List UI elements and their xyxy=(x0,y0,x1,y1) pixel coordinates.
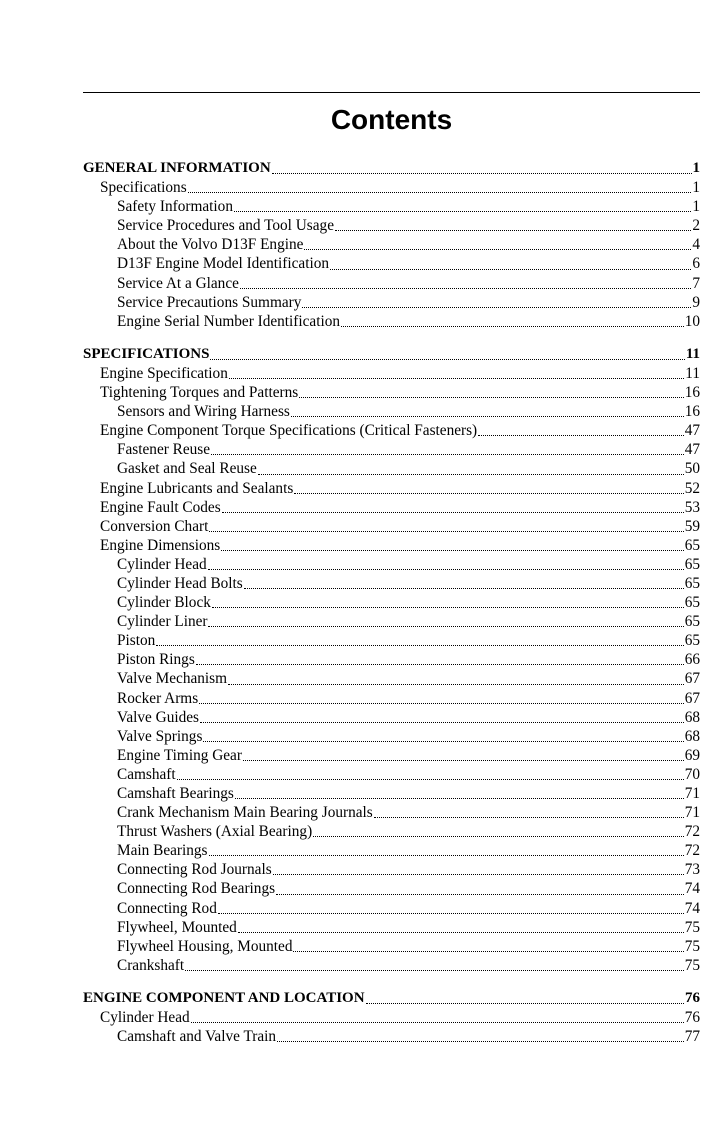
toc-entry-label: Specifications xyxy=(100,179,187,197)
toc-subsection-entry[interactable] xyxy=(83,860,700,879)
toc-entry-label: Crankshaft xyxy=(117,956,185,974)
toc-entry-page-number: 59 xyxy=(684,517,700,535)
toc-subsection-entry[interactable] xyxy=(83,612,700,631)
toc-entry-page-number: 67 xyxy=(684,689,700,707)
dot-leader xyxy=(330,269,691,270)
dot-leader xyxy=(374,817,684,818)
toc-entry-label: Connecting Rod xyxy=(117,899,217,917)
dot-leader xyxy=(273,874,684,875)
dot-leader xyxy=(199,703,684,704)
toc-entry-label: Cylinder Liner xyxy=(117,613,208,631)
toc-entry-label: Engine Fault Codes xyxy=(100,498,221,516)
toc-entry-page-number: 11 xyxy=(685,345,700,362)
dot-leader xyxy=(299,397,683,398)
dot-leader xyxy=(366,1003,684,1004)
toc-entry-label: Camshaft xyxy=(117,765,176,783)
toc-subsection-entry[interactable] xyxy=(83,746,700,765)
toc-chapter-entry[interactable] xyxy=(83,989,700,1008)
toc-entry-label: Engine Specification xyxy=(100,364,228,382)
toc-entry-page-number: 10 xyxy=(684,312,700,330)
dot-leader xyxy=(294,493,683,494)
toc-entry-label: Rocker Arms xyxy=(117,689,199,707)
toc-entry-page-number: 75 xyxy=(684,937,700,955)
dot-leader xyxy=(218,913,684,914)
dot-leader xyxy=(191,1022,684,1023)
toc-entry-label: Connecting Rod Journals xyxy=(117,861,272,879)
dot-leader xyxy=(196,664,684,665)
toc-subsection-entry[interactable] xyxy=(83,274,700,293)
toc-entry-page-number: 65 xyxy=(684,632,700,650)
toc-entry-page-number: 76 xyxy=(685,989,700,1006)
toc-subsection-entry[interactable] xyxy=(83,254,700,273)
toc-entry-label: SPECIFICATIONS xyxy=(83,345,210,362)
dot-leader xyxy=(209,531,683,532)
toc-subsection-entry[interactable] xyxy=(83,669,700,688)
dot-leader xyxy=(276,894,684,895)
toc-entry-label: Sensors and Wiring Harness xyxy=(117,403,290,421)
toc-entry-label: About the Volvo D13F Engine xyxy=(117,236,304,254)
toc-entry-label: Valve Mechanism xyxy=(117,670,228,688)
toc-entry-page-number: 16 xyxy=(684,384,700,402)
toc-entry-page-number: 71 xyxy=(684,804,700,822)
toc-entry-page-number: 70 xyxy=(684,765,700,783)
toc-entry-page-number: 72 xyxy=(684,842,700,860)
dot-leader xyxy=(313,836,684,837)
toc-entry-page-number: 47 xyxy=(684,422,700,440)
toc-entry-page-number: 74 xyxy=(684,899,700,917)
toc-entry-label: Connecting Rod Bearings xyxy=(117,880,276,898)
toc-section-entry[interactable] xyxy=(83,364,700,383)
toc-entry-page-number: 1 xyxy=(692,179,700,197)
dot-leader xyxy=(203,741,683,742)
toc-subsection-entry[interactable] xyxy=(83,293,700,312)
toc-subsection-entry[interactable] xyxy=(83,402,700,421)
toc-entry-page-number: 71 xyxy=(684,785,700,802)
dot-leader xyxy=(341,326,684,327)
toc-entry-label: Crank Mechanism Main Bearing Journals xyxy=(117,804,373,822)
dot-leader xyxy=(177,779,684,780)
toc-entry-label: Service Procedures and Tool Usage xyxy=(117,217,334,235)
dot-leader xyxy=(188,192,692,193)
toc-entry-label: D13F Engine Model Identification xyxy=(117,255,329,273)
dot-leader xyxy=(243,760,684,761)
dot-leader xyxy=(156,645,683,646)
dot-leader xyxy=(229,378,684,379)
toc-subsection-entry[interactable] xyxy=(83,956,700,975)
toc-subsection-entry[interactable] xyxy=(83,459,700,478)
toc-entry-label: Service Precautions Summary xyxy=(117,293,302,311)
toc-entry-label: Piston xyxy=(117,632,156,650)
toc-entry-page-number: 65 xyxy=(684,555,700,573)
toc-entry-page-number: 77 xyxy=(684,1028,700,1046)
dot-leader xyxy=(478,435,684,436)
toc-entry-label: Engine Timing Gear xyxy=(117,746,242,764)
toc-subsection-entry[interactable] xyxy=(83,1027,700,1046)
toc-entry-page-number: 53 xyxy=(684,498,700,516)
toc-entry-page-number: 2 xyxy=(692,217,700,235)
dot-leader xyxy=(234,211,691,212)
toc-subsection-entry[interactable] xyxy=(83,689,700,708)
toc-entry-page-number: 52 xyxy=(684,479,700,497)
toc-subsection-entry[interactable] xyxy=(83,841,700,860)
dot-leader xyxy=(277,1041,684,1042)
toc-entry-page-number: 9 xyxy=(692,293,700,311)
toc-subsection-entry[interactable] xyxy=(83,593,700,612)
toc-entry-label: Service At a Glance xyxy=(117,274,239,292)
toc-section-entry[interactable] xyxy=(83,479,700,498)
toc-entry-page-number: 68 xyxy=(684,708,700,726)
toc-entry-page-number: 47 xyxy=(684,441,700,459)
toc-subsection-entry[interactable] xyxy=(83,899,700,918)
toc-subsection-entry[interactable] xyxy=(83,918,700,937)
dot-leader xyxy=(235,798,684,799)
toc-entry-label: Piston Rings xyxy=(117,651,195,669)
dot-leader xyxy=(185,970,684,971)
dot-leader xyxy=(238,932,684,933)
table-of-contents xyxy=(83,159,700,1060)
dot-leader xyxy=(335,230,691,231)
toc-entry-label: Engine Lubricants and Sealants xyxy=(100,479,294,497)
toc-chapter-entry[interactable] xyxy=(83,159,700,178)
toc-section xyxy=(83,989,700,1046)
toc-subsection-entry[interactable] xyxy=(83,727,700,746)
toc-subsection-entry[interactable] xyxy=(83,708,700,727)
toc-subsection-entry[interactable] xyxy=(83,822,700,841)
toc-entry-label: Cylinder Block xyxy=(117,594,211,612)
dot-leader xyxy=(212,607,684,608)
toc-entry-label: Fastener Reuse xyxy=(117,441,211,459)
toc-entry-page-number: 75 xyxy=(684,956,700,974)
toc-entry-label: Camshaft Bearings xyxy=(117,785,234,802)
toc-entry-label: Cylinder Head xyxy=(117,555,207,573)
dot-leader xyxy=(209,855,684,856)
toc-subsection-entry[interactable] xyxy=(83,784,700,803)
toc-section xyxy=(83,345,700,975)
toc-entry-page-number: 66 xyxy=(684,651,700,669)
toc-section-entry[interactable] xyxy=(83,421,700,440)
dot-leader xyxy=(258,474,684,475)
toc-entry-page-number: 16 xyxy=(684,403,700,421)
toc-entry-label: Thrust Washers (Axial Bearing) xyxy=(117,823,313,841)
toc-subsection-entry[interactable] xyxy=(83,803,700,822)
toc-entry-page-number: 67 xyxy=(684,670,700,688)
toc-section-entry[interactable] xyxy=(83,498,700,517)
toc-entry-label: GENERAL INFORMATION xyxy=(83,160,271,176)
toc-entry-page-number: 69 xyxy=(684,746,700,764)
toc-entry-label: Engine Serial Number Identification xyxy=(117,312,341,330)
toc-entry-page-number: 76 xyxy=(684,1009,700,1027)
toc-entry-page-number: 11 xyxy=(685,364,700,382)
toc-entry-page-number: 72 xyxy=(684,823,700,841)
toc-entry-page-number: 6 xyxy=(692,255,700,273)
toc-entry-page-number: 7 xyxy=(692,274,700,292)
toc-subsection-entry[interactable] xyxy=(83,937,700,956)
toc-entry-label: Gasket and Seal Reuse xyxy=(117,460,257,478)
toc-subsection-entry[interactable] xyxy=(83,440,700,459)
toc-entry-label: Engine Component Torque Specifications (Critical Fasteners) xyxy=(100,422,478,440)
header-rule xyxy=(83,92,700,93)
toc-entry-page-number: 65 xyxy=(684,536,700,554)
dot-leader xyxy=(228,684,684,685)
toc-subsection-entry[interactable] xyxy=(83,235,700,254)
toc-subsection-entry[interactable] xyxy=(83,650,700,669)
toc-section-entry[interactable] xyxy=(83,536,700,555)
toc-entry-page-number: 1 xyxy=(692,198,700,216)
dot-leader xyxy=(221,550,683,551)
toc-entry-page-number: 50 xyxy=(684,460,700,478)
dot-leader xyxy=(293,951,683,952)
toc-entry-label: Tightening Torques and Patterns xyxy=(100,384,299,402)
toc-entry-label: Cylinder Head Bolts xyxy=(117,574,243,592)
toc-entry-label: Flywheel, Mounted xyxy=(117,918,237,936)
toc-entry-page-number: 65 xyxy=(684,594,700,612)
toc-entry-page-number: 65 xyxy=(684,613,700,631)
toc-entry-page-number: 74 xyxy=(684,880,700,898)
toc-subsection-entry[interactable] xyxy=(83,765,700,784)
toc-entry-label: Engine Dimensions xyxy=(100,536,221,554)
toc-subsection-entry[interactable] xyxy=(83,574,700,593)
dot-leader xyxy=(208,626,683,627)
dot-leader xyxy=(304,249,691,250)
toc-entry-page-number: 73 xyxy=(684,861,700,879)
toc-entry-label: Camshaft and Valve Train xyxy=(117,1028,277,1046)
toc-subsection-entry[interactable] xyxy=(83,197,700,216)
toc-subsection-entry[interactable] xyxy=(83,631,700,650)
toc-section-entry[interactable] xyxy=(83,517,700,536)
toc-section-entry[interactable] xyxy=(83,1008,700,1027)
toc-entry-page-number: 1 xyxy=(692,160,700,176)
toc-section-entry[interactable] xyxy=(83,178,700,197)
dot-leader xyxy=(302,307,691,308)
toc-entry-label: Valve Springs xyxy=(117,727,203,745)
dot-leader xyxy=(291,416,684,417)
toc-entry-label: Safety Information xyxy=(117,198,233,216)
dot-leader xyxy=(240,288,691,289)
toc-entry-label: ENGINE COMPONENT AND LOCATION xyxy=(83,989,365,1006)
toc-section-entry[interactable] xyxy=(83,383,700,402)
toc-entry-page-number: 75 xyxy=(684,918,700,936)
dot-leader xyxy=(244,588,684,589)
toc-entry-page-number: 68 xyxy=(684,727,700,745)
dot-leader xyxy=(210,359,684,360)
toc-chapter-entry[interactable] xyxy=(83,345,700,364)
toc-entry-label: Main Bearings xyxy=(117,842,208,860)
toc-entry-label: Cylinder Head xyxy=(100,1009,190,1027)
toc-subsection-entry[interactable] xyxy=(83,879,700,898)
toc-entry-label: Valve Guides xyxy=(117,708,199,726)
toc-section xyxy=(83,159,700,331)
dot-leader xyxy=(208,569,684,570)
toc-entry-page-number: 65 xyxy=(684,574,700,592)
dot-leader xyxy=(222,512,684,513)
page-title: Contents xyxy=(330,104,453,135)
toc-entry-label: Flywheel Housing, Mounted xyxy=(117,937,293,955)
toc-subsection-entry[interactable] xyxy=(83,312,700,331)
toc-entry-page-number: 4 xyxy=(692,236,700,254)
dot-leader xyxy=(272,173,692,174)
toc-subsection-entry[interactable] xyxy=(83,555,700,574)
toc-entry-label: Conversion Chart xyxy=(100,517,209,535)
dot-leader xyxy=(200,722,684,723)
dot-leader xyxy=(211,454,684,455)
toc-subsection-entry[interactable] xyxy=(83,216,700,235)
